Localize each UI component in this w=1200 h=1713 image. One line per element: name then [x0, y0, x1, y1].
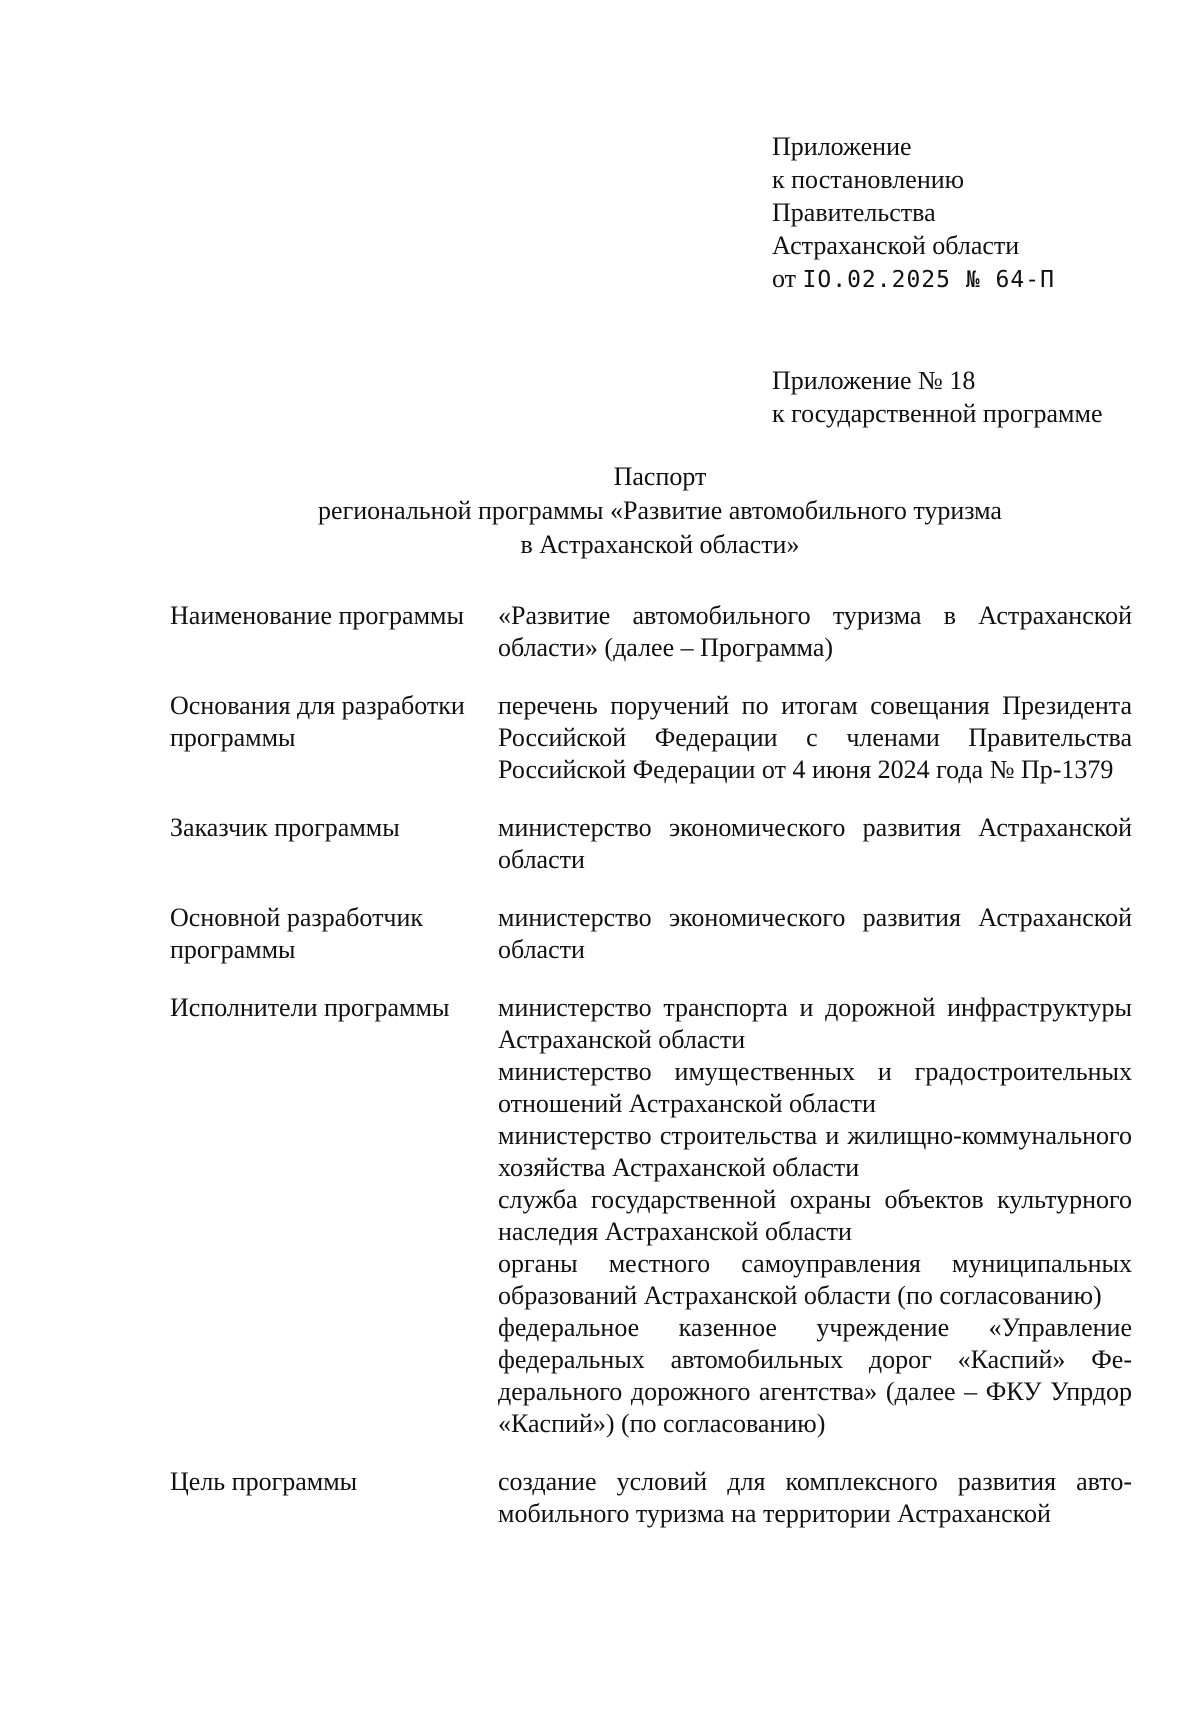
executor-item: федеральное казенное учреждение «Управление федеральных автомобильных дорог «Каспий» Федерального дорожного агентства» (далее – ФКУ Упрдор «Каспий») (по согласованию)	[498, 1313, 1132, 1438]
row-value: перечень поручений по итогам совещания Президента Российской Федерации с членами Правительства Российской Федерации от 4 июня 2024 года № Пр-1379	[498, 691, 1132, 784]
row-label: Основной разработчик программы	[170, 903, 424, 964]
title-line: региональной программы «Развитие автомобильного туризма	[318, 496, 1002, 525]
approval-line: Приложение	[772, 132, 912, 161]
executor-item: министерство строительства и жилищно-коммунального хозяйства Астраханской области	[498, 1121, 1132, 1182]
row-value: создание условий для комплексного развития автомобильного туризма на территории Астраханской	[498, 1467, 1132, 1528]
row-label: Наименование программы	[170, 601, 464, 630]
passport-row-goal	[170, 1466, 1132, 1530]
executor-item: органы местного самоуправления муниципальных образований Астраханской области (по согласованию)	[498, 1249, 1132, 1310]
appendix-reference: к государственной программе	[772, 399, 1103, 428]
appendix-block	[772, 364, 1103, 430]
row-value: министерство экономического развития Астраханской области	[498, 903, 1132, 964]
approval-line: Астраханской области	[772, 231, 1020, 260]
row-label: Основания для разработки программы	[170, 691, 465, 752]
executor-item: министерство имущественных и градостроительных отношений Астраханской области	[498, 1057, 1132, 1118]
approval-line: к постановлению	[772, 165, 965, 194]
row-value: министерство экономического развития Астраханской области	[498, 813, 1132, 874]
passport-row-name	[170, 600, 1132, 690]
approval-date-line	[772, 262, 1055, 297]
row-label: Заказчик программы	[170, 813, 400, 842]
row-value-list	[498, 992, 1132, 1466]
document-title	[170, 460, 1150, 562]
approval-block	[772, 130, 1055, 297]
title-line: в Астраханской области»	[520, 530, 800, 559]
date-stamp: IO.02.2025 № 64-П	[802, 267, 1055, 293]
row-label: Исполнители программы	[170, 993, 450, 1022]
row-label: Цель программы	[170, 1467, 358, 1496]
passport-row-developer	[170, 902, 1132, 992]
passport-row-customer	[170, 812, 1132, 902]
appendix-number: Приложение № 18	[772, 366, 976, 395]
row-value: «Развитие автомобильного туризма в Астраханской области» (далее – Программа)	[498, 601, 1132, 662]
approval-line: Правительства	[772, 198, 936, 227]
title-line: Паспорт	[613, 462, 707, 491]
passport-row-executors	[170, 992, 1132, 1466]
passport-row-basis	[170, 690, 1132, 812]
executor-item: служба государственной охраны объектов культурного наследия Астраханской области	[498, 1185, 1132, 1246]
passport-table	[170, 600, 1132, 1530]
executor-item: министерство транспорта и дорожной инфраструктуры Астраханской области	[498, 993, 1132, 1054]
date-prefix: от	[772, 264, 797, 293]
